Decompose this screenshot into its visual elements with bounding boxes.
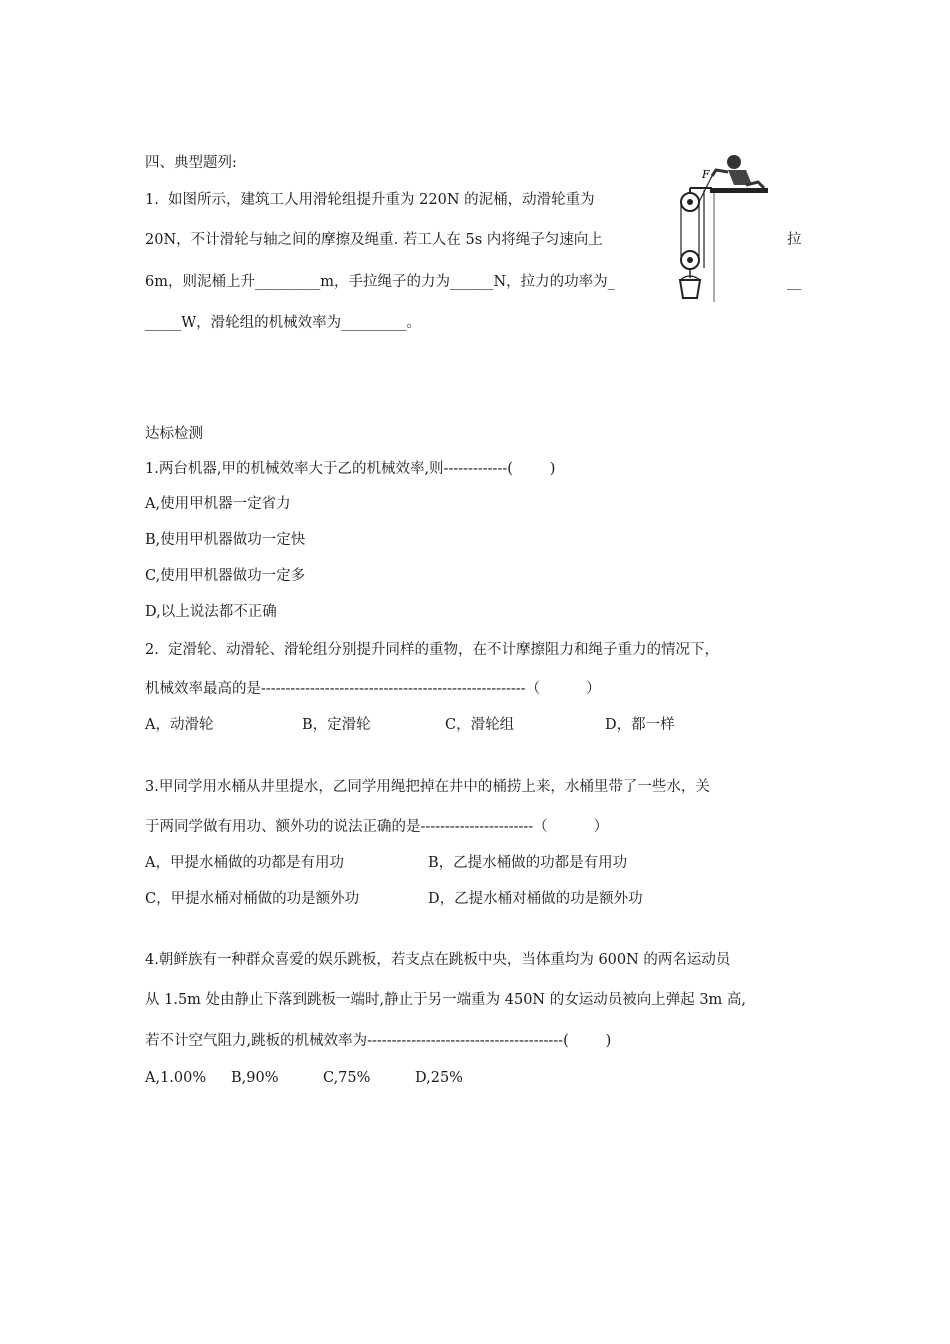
check-q2-option-c: C，滑轮组 bbox=[445, 717, 515, 733]
check-q4-line-1: 4.朝鲜族有一种群众喜爱的娱乐跳板，若支点在跳板中央，当体重均为 600N 的两名运动员 bbox=[145, 952, 731, 968]
check-q4-option-d: D,25% bbox=[415, 1070, 463, 1086]
check-q2-option-d: D，都一样 bbox=[605, 717, 675, 733]
worker-body bbox=[728, 170, 752, 185]
q1-line-3: 6m，则泥桶上升_________m，手拉绳子的力为______N，拉力的功率为_ bbox=[145, 274, 615, 290]
check-q4-option-c: C,75% bbox=[323, 1070, 371, 1086]
check-q1-option-b: B,使用甲机器做功一定快 bbox=[145, 532, 306, 548]
check-q3-option-b: B，乙提水桶做的功都是有用功 bbox=[428, 855, 628, 871]
q1-line-1: 1. 如图所示，建筑工人用滑轮组提升重为 220N 的泥桶，动滑轮重为 bbox=[145, 192, 595, 208]
worker-leg bbox=[746, 182, 764, 188]
check-q3-option-c: C，甲提水桶对桶做的功是额外功 bbox=[145, 891, 360, 907]
check-q2-line-1: 2. 定滑轮、动滑轮、滑轮组分别提升同样的重物，在不计摩擦阻力和绳子重力的情况下， bbox=[145, 642, 720, 658]
platform bbox=[710, 188, 768, 193]
check-q3-option-a: A，甲提水桶做的功都是有用功 bbox=[145, 855, 344, 871]
check-q4-line-2: 从 1.5m 处由静止下落到跳板一端时,静止于另一端重为 450N 的女运动员被向上弹起 3m 高, bbox=[145, 992, 747, 1008]
check-q2-line-2: 机械效率最高的是------------------------------------------------------（ ） bbox=[145, 681, 601, 697]
check-q4-option-b: B,90% bbox=[231, 1070, 279, 1086]
check-q1-option-d: D,以上说法都不正确 bbox=[145, 604, 277, 620]
check-q2-option-a: A，动滑轮 bbox=[145, 717, 214, 733]
q1-line-3-tail: __ bbox=[787, 274, 802, 290]
mud-bucket bbox=[680, 280, 700, 298]
check-q3-line-2: 于两同学做有用功、额外功的说法正确的是-----------------------（ ） bbox=[145, 819, 609, 835]
worker-arm bbox=[712, 170, 728, 176]
force-label: F bbox=[702, 168, 710, 181]
check-q4-line-3: 若不计空气阻力,跳板的机械效率为----------------------------------------( ) bbox=[145, 1033, 612, 1049]
q1-line-4: _____W，滑轮组的机械效率为_________。 bbox=[145, 315, 421, 331]
check-q1-option-a: A,使用甲机器一定省力 bbox=[145, 496, 291, 512]
section-heading-check: 达标检测 bbox=[145, 426, 203, 442]
check-q1-option-c: C,使用甲机器做功一定多 bbox=[145, 568, 306, 584]
worker-head bbox=[727, 155, 741, 169]
check-q1-stem: 1.两台机器,甲的机械效率大于乙的机械效率,则-------------( ) bbox=[145, 461, 556, 477]
check-q4-option-a: A,1.00% bbox=[145, 1070, 207, 1086]
check-q2-option-b: B，定滑轮 bbox=[302, 717, 371, 733]
pulley-figure bbox=[676, 140, 771, 302]
check-q3-line-1: 3.甲同学用水桶从井里提水，乙同学用绳把掉在井中的桶捞上来，水桶里带了一些水，关 bbox=[145, 779, 710, 795]
check-q3-option-d: D，乙提水桶对桶做的功是额外功 bbox=[428, 891, 643, 907]
q1-line-2: 20N，不计滑轮与轴之间的摩擦及绳重. 若工人在 5s 内将绳子匀速向上 bbox=[145, 232, 603, 248]
q1-line-2-tail: 拉 bbox=[787, 232, 802, 248]
section-heading-typical: 四、典型题列: bbox=[145, 155, 237, 171]
